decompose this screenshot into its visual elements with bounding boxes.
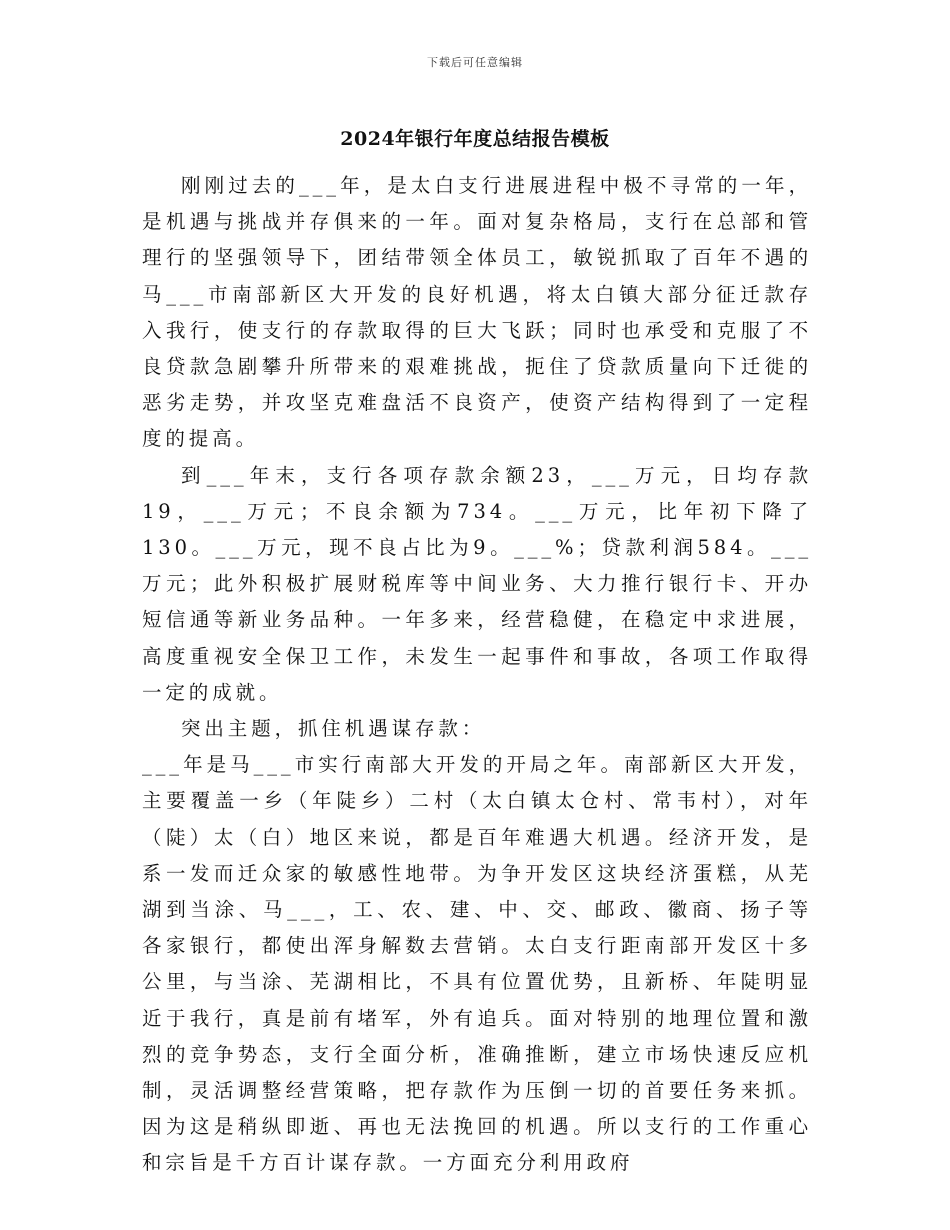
paragraph-intro: 刚刚过去的___年，是太白支行进展进程中极不寻常的一年，是机遇与挑战并存俱来的一年。面对复杂格局，支行在总部和管理行的坚强领导下，团结带领全体员工，敏锐抓取了百年不遇的马___市南部新区大开发的良好机遇，将太白镇大部分征迁款存入我行，使支行的存款取得的巨大飞跃；同时也承受和克服了不良贷款急剧攀升所带来的艰难挑战，扼住了贷款质量向下迁徙的恶劣走势，并攻坚克难盘活不良资产，使资产结构得到了一定程度的提高。	[142, 174, 812, 451]
document-body	[142, 168, 812, 1182]
document-title: 2024年银行年度总结报告模板	[340, 128, 610, 150]
header-note: 下载后可任意编辑	[427, 56, 523, 69]
paragraph-figures: 到___年末，支行各项存款余额23，___万元，日均存款19，___万元；不良余额为734。___万元，比年初下降了130。___万元，现不良占比为9。___%；贷款利润584。___万元；此外积极扩展财税库等中间业务、大力推行银行卡、开办短信通等新业务品种。一年多来，经营稳健，在稳定中求进展，高度重视安全保卫工作，未发生一起事件和事故，各项工作取得一定的成就。	[142, 463, 812, 704]
paragraph-section-heading: 突出主题，抓住机遇谋存款：	[181, 717, 486, 741]
paragraph-development: ___年是马___市实行南部大开发的开局之年。南部新区大开发，主要覆盖一乡（年陡乡）二村（太白镇太仓村、常韦村），对年（陡）太（白）地区来说，都是百年难遇大机遇。经济开发，是系一发而迁众家的敏感性地带。为争开发区这块经济蛋糕，从芜湖到当涂、马___，工、农、建、中、交、邮政、徽商、扬子等各家银行，都使出浑身解数去营销。太白支行距南部开发区十多公里，与当涂、芜湖相比，不具有位置优势，且新桥、年陡明显近于我行，真是前有堵军，外有追兵。面对特别的地理位置和激烈的竞争势态，支行全面分析，准确推断，建立市场快速反应机制，灵活调整经营策略，把存款作为压倒一切的首要任务来抓。因为这是稍纵即逝、再也无法挽回的机遇。所以支行的工作重心和宗旨是千方百计谋存款。一方面充分利用政府	[142, 753, 812, 1175]
